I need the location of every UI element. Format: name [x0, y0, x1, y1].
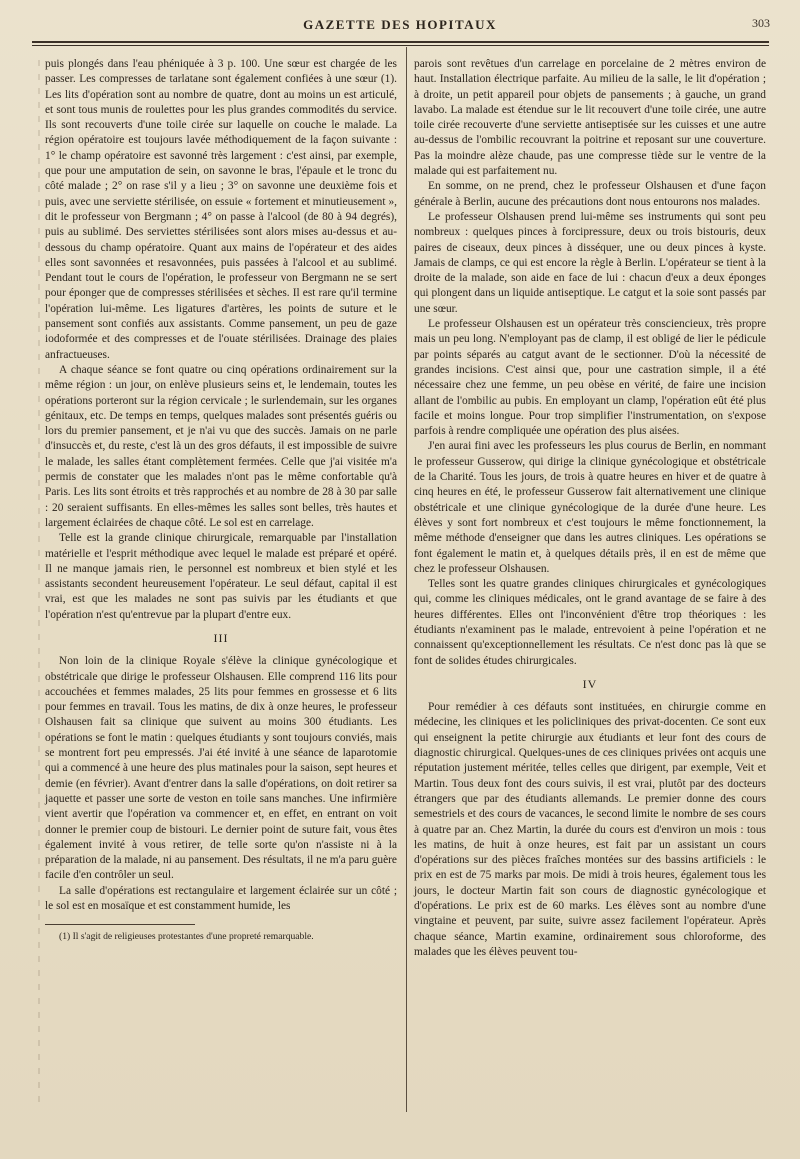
- page-header: [30, 16, 770, 38]
- footnote: (1) Il s'agit de religieuses protestantes d'une propreté remarquable.: [59, 931, 314, 943]
- header-rule-thin: [32, 45, 769, 46]
- header-rule-thick: [32, 41, 769, 43]
- paragraph: Telle est la grande clinique chirurgicale, remarquable par l'installation matérielle et l'esprit méthodique avec lequel le malade est préparé et opéré. Il ne manque jamais rien, le personnel est nombreux et bien stylé et les assistants secondent heureusement l'opérateur. Le seul défaut, capital il est vrai, est que les malades ne sont pas suivis par les étudiants et que l'opération n'est qu'entrevue par la plupart d'entre eux.: [45, 532, 397, 621]
- journal-title: GAZETTE DES HOPITAUX: [303, 17, 497, 32]
- paragraph: parois sont revêtues d'un carrelage en porcelaine de 2 mètres environ de haut. Installation électrique parfaite. Au milieu de la salle, le lit d'opération ; à droite, un petit appareil pour objets de pansements ; à gauche, un grand lavabo. La malade est étendue sur le lit recouvert d'une toile cirée, une autre toile cirée recouverte d'une serviette antiseptisée sur les cuisses et une autre au-dessus de l'ombilic recouvrant la poitrine et reposant sur une couverture. Pas la moindre alèze chaude, pas une compresse tiède sur le ventre de la malade qui est parfaitement nu.: [414, 58, 766, 178]
- left-column: [45, 57, 397, 943]
- footnote-rule: [45, 924, 195, 925]
- paragraph: J'en aurai fini avec les professeurs les plus courus de Berlin, en nommant le professeur Gusserow, qui dirige la clinique gynécologique et obstétricale de la Charité. Tous les jours, de trois à quatre heures en hiver et de quatre à cinq heures en été, le professeur Gusserow fait alternativement une clinique obstétricale et une clinique gynécologique de la durée d'une heure. Les élèves y sont fort nombreux et c'est toujours le même fonctionnement, la même méthode d'enseigner que dans les autres cliniques. Les opérations se font également le matin et, à quelques détails près, il en est de même que chez le professeur Olshausen.: [414, 440, 766, 575]
- paragraph: Le professeur Olshausen est un opérateur très consciencieux, très propre mais un peu long. N'employant pas de clamp, il est obligé de lier le pédicule par points séparés au catgut avant de le sectionner. D'où la nécessité de grandes incisions. C'est ainsi que, pour une castration simple, il a été nécessaire chez une femme, un peu obèse en vérité, de faire une incision allant de l'ombilic au pubis. En employant un clamp, l'opération eût été plus facile et moins longue. Pour trop simplifier l'instrumentation, on s'expose parfois à rendre compliquée une opération des plus aisées.: [414, 318, 766, 438]
- paragraph: La salle d'opérations est rectangulaire et largement éclairée sur un côté ; le sol est en mosaïque et est constamment humide, les: [45, 884, 397, 913]
- paragraph: Pour remédier à ces défauts sont instituées, en chirurgie comme en médecine, les cliniques et les policliniques des privat-docenten. Ce sont eux qui enseignent la petite chirurgie aux étudiants et leur font des cours de diagnostic chirurgical. Quelques-unes de ces cliniques privées ont acquis une réputation justement méritée, telles celles que dirigent, par exemple, Veit et Martin. Tous deux font des cours suivis, il est vrai, plutôt par des docteurs étrangers que par des étudiants allemands. Le premier donne des cours semestriels et des cours de vacances, le second limite le nombre de ses cours à quatre par an. Chez Martin, la durée du cours est d'environ un mois : tous les matins, de huit à onze heures, est fait par un assistant un cours d'opérations sur des pièces fraîches montées sur des bassins artificiels : le prix en est de 75 marks par mois. De midi à trois heures, également tous les jours, le docteur Martin fait son cours de diagnostic gynécologique et d'opérations. Le prix est de 60 marks. Les élèves sont au nombre d'une vingtaine et peuvent, par suite, suivre assez facilement l'opérateur. Après chaque séance, Martin examine, ordinairement sous chloroforme, des malades que les élèves peuvent tou-: [414, 701, 766, 958]
- page-number: 303: [752, 16, 770, 30]
- paragraph: Telles sont les quatre grandes cliniques chirurgicales et gynécologiques qui, comme les cliniques médicales, ont le grand avantage de se faire à des heures différentes. Elles ont l'inconvénient d'être trop théoriques : les étudiants n'examinent pas le malade, entrevoient à peine l'opération et ne connaissent qu'exceptionnellement les résultats. Ce n'est donc pas là que se font de solides études chirurgicales.: [414, 578, 766, 667]
- right-column: [414, 57, 766, 960]
- paragraph: Non loin de la clinique Royale s'élève la clinique gynécologique et obstétricale que dirige le professeur Olshausen. Elle comprend 116 lits pour accouchées et femmes malades, 25 lits pour femmes en grossesse et 6 lits pour femmes en travail. Tous les matins, de dix à onze heures, le professeur Olshausen fait sa clinique que suivent au moins 300 étudiants. Les opérations se font le matin : quelques étudiants y sont toujours conviés, mais se montrent fort peu empressés. J'ai été invité à une séance de laparotomie qui a commencé à une heure des plus matinales pour la saison, sept heures et demie (en février). Avant d'entrer dans la salle d'opérations, on doit retirer sa jaquette et passer une sorte de veston en toile sans manches. Une infirmière vient avertir que l'opération va commencer et, en effet, en entrant on voit donner le premier coup de bistouri. Le dernier point de suture fait, vous êtes également invité à vous retirer, de telle sorte qu'on n'assiste ni à la préparation de la malade, ni au pansement. Des résultats, il ne m'a paru guère facile d'en contrôler un seul.: [45, 655, 397, 882]
- paragraph: puis plongés dans l'eau phéniquée à 3 p. 100. Une sœur est chargée de les passer. Les compresses de tarlatane sont également confiées à une sœur (1). Les lits d'opération sont au nombre de quatre, dont au moins un est articulé, et sont tous munis de roulettes pour les plus grandes commodités du service. Ils sont recouverts d'une toile cirée sur laquelle on couche le malade. La région opératoire est toujours lavée méthodiquement de la façon suivante : 1° le champ opératoire est savonné très largement : c'est ainsi, par exemple, que pour une amputation de sein, on savonne le bras, l'épaule et le tronc du côté malade ; 2° on rase s'il y a lieu ; 3° on savonne une deuxième fois et puis, avec une serviette stérilisée, on essuie « fortement et minutieusement », dit le professeur von Bergmann ; 4° on passe à l'alcool (de 80 à 94 degrés), puis au sublimé. Des serviettes stérilisées sont alors mises au-dessus et au-dessous du champ opératoire. Quant aux mains de l'opérateur et des aides elles sont savonnées et resavonnées, puis passées à l'alcool et au sublimé. Pendant tout le cours de l'opération, le professeur von Bergmann ne se sert pour éponger que de compresses stérilisées et sèches. Il est rare qu'il termine l'opération lui-même. Les ligatures d'artères, les points de suture et le pansement sont confiés aux assistants. Comme pansement, un peu de gaze iodoformée et des compresses et de l'ouate stérilisées. Drainage des plaies anfractueuses.: [45, 58, 397, 361]
- paragraph: En somme, on ne prend, chez le professeur Olshausen et d'une façon générale à Berlin, aucune des précautions dont nous entourons nos malades.: [414, 180, 766, 208]
- section-heading: III: [213, 630, 229, 645]
- section-heading: IV: [582, 676, 598, 691]
- column-separator: [406, 47, 407, 1112]
- binding-shadow: [38, 60, 40, 1110]
- paragraph: A chaque séance se font quatre ou cinq opérations ordinairement sur la même région : un jour, on enlève plusieurs seins et, le lendemain, toutes les opérations porteront sur la région cervicale ; le surlendemain, sur les organes génitaux, etc. De temps en temps, quelques malades sont présentés guéris ou lors du premier pansement, et je n'ai vu que des succès. Jamais on ne parle d'insuccès et, du reste, c'est là un des gros défauts, il est impossible de suivre le malade, les salles étant complètement fermées. Celle que j'ai visitée m'a permis de constater que les malades n'ont pas le même confortable qu'à Paris. Les lits sont étroits et très rapprochés et au nombre de 28 à 30 par salle : 20 seraient suffisants. En elles-mêmes les salles sont belles, très hautes et largement éclairées de chaque côté. Le sol est en carrelage.: [45, 363, 397, 529]
- paragraph: Le professeur Olshausen prend lui-même ses instruments qui sont peu nombreux : quelques pinces à forcipressure, deux ou trois bistouris, deux paires de ciseaux, deux pinces à disséquer, une ou deux pinces à kyste. Jamais de clamps, ce qui est encore la règle à Berlin. L'opérateur se tient à la droite de la malade, son aide en face de lui : chacun d'eux a deux éponges qui plongent dans un liquide antiseptique. Le catgut et la soie sont passés par une sœur.: [414, 210, 766, 315]
